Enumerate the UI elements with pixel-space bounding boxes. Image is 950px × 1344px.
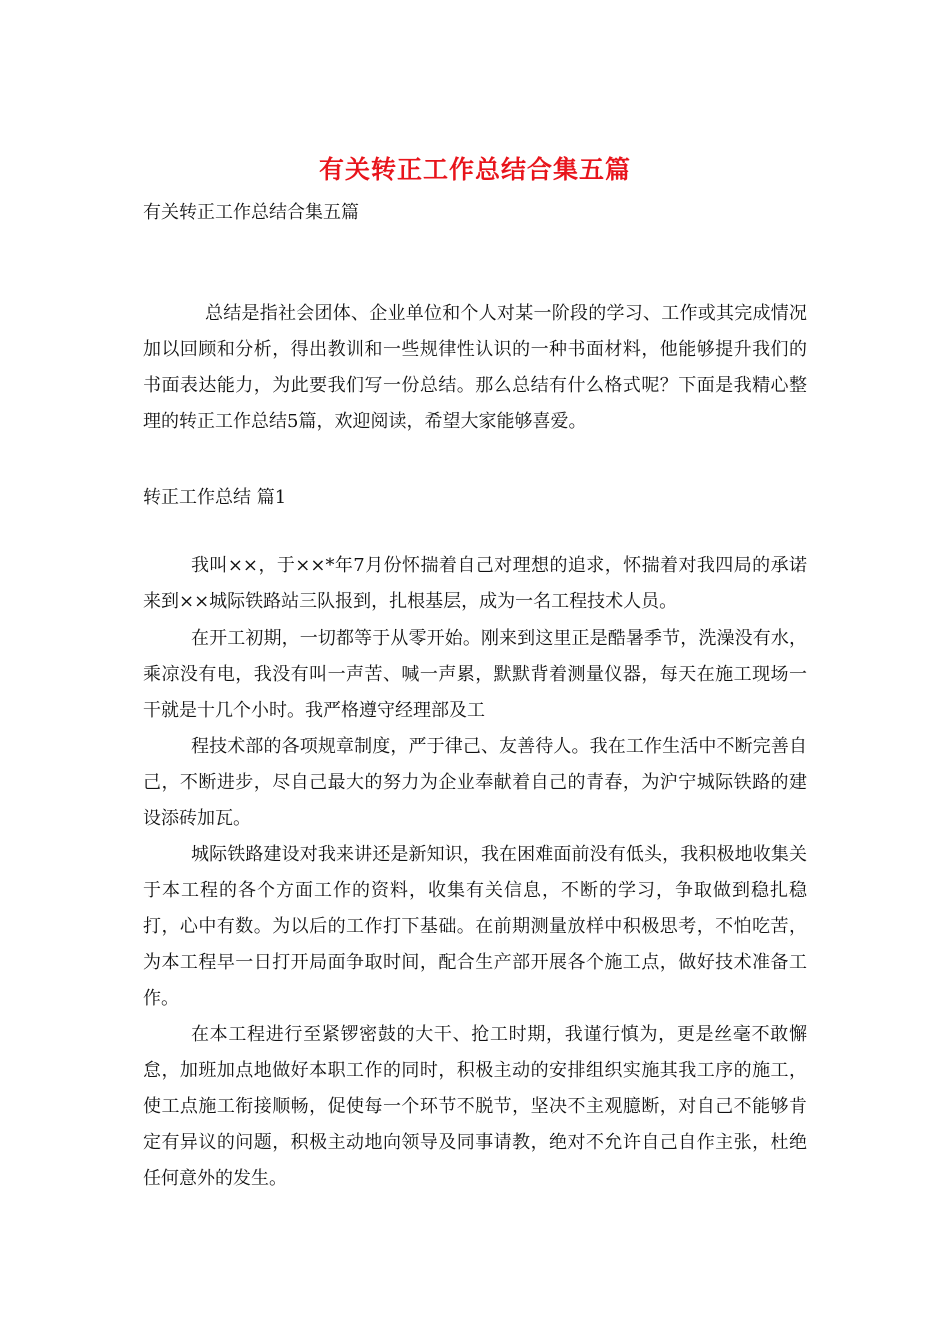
body-paragraph-3: 程技术部的各项规章制度，严于律己、友善待人。我在工作生活中不断完善自己，不断进步，尽自己最大的努力为企业奉献着自己的青春，为沪宁城际铁路的建设添砖加瓦。 [143,736,807,829]
body-paragraph-2: 在开工初期，一切都等于从零开始。刚来到这里正是酷暑季节，洗澡没有水，乘凉没有电，我没有叫一声苦、喊一声累，默默背着测量仪器，每天在施工现场一干就是十几个小时。我严格遵守经理部及工 [143,628,807,721]
intro-paragraph: 总结是指社会团体、企业单位和个人对某一阶段的学习、工作或其完成情况加以回顾和分析，得出教训和一些规律性认识的一种书面材料，他能够提升我们的书面表达能力，为此要我们写一份总结。那么总结有什么格式呢？下面是我精心整理的转正工作总结5篇，欢迎阅读，希望大家能够喜爱。 [143,303,807,432]
body-paragraph-4: 城际铁路建设对我来讲还是新知识，我在困难面前没有低头，我积极地收集关于本工程的各个方面工作的资料，收集有关信息，不断的学习，争取做到稳扎稳打，心中有数。为以后的工作打下基础。在前期测量放样中积极思考，不怕吃苦，为本工程早一日打开局面争取时间，配合生产部开展各个施工点，做好技术准备工作。 [143,844,807,1009]
section-heading: 转正工作总结 篇1 [143,487,287,508]
document-subtitle: 有关转正工作总结合集五篇 [143,202,359,223]
body-paragraph-5: 在本工程进行至紧锣密鼓的大干、抢工时期，我谨行慎为，更是丝毫不敢懈怠，加班加点地做好本职工作的同时，积极主动的安排组织实施其我工序的施工，使工点施工衔接顺畅，促使每一个环节不脱节，坚决不主观臆断，对自己不能够肯定有异议的问题，积极主动地向领导及同事请教，绝对不允许自己自作主张，杜绝任何意外的发生。 [143,1024,807,1189]
body-paragraph-1: 我叫××，于××*年7月份怀揣着自己对理想的追求，怀揣着对我四局的承诺来到××城际铁路站三队报到，扎根基层，成为一名工程技术人员。 [143,555,807,612]
document-title: 有关转正工作总结合集五篇 [318,155,631,184]
